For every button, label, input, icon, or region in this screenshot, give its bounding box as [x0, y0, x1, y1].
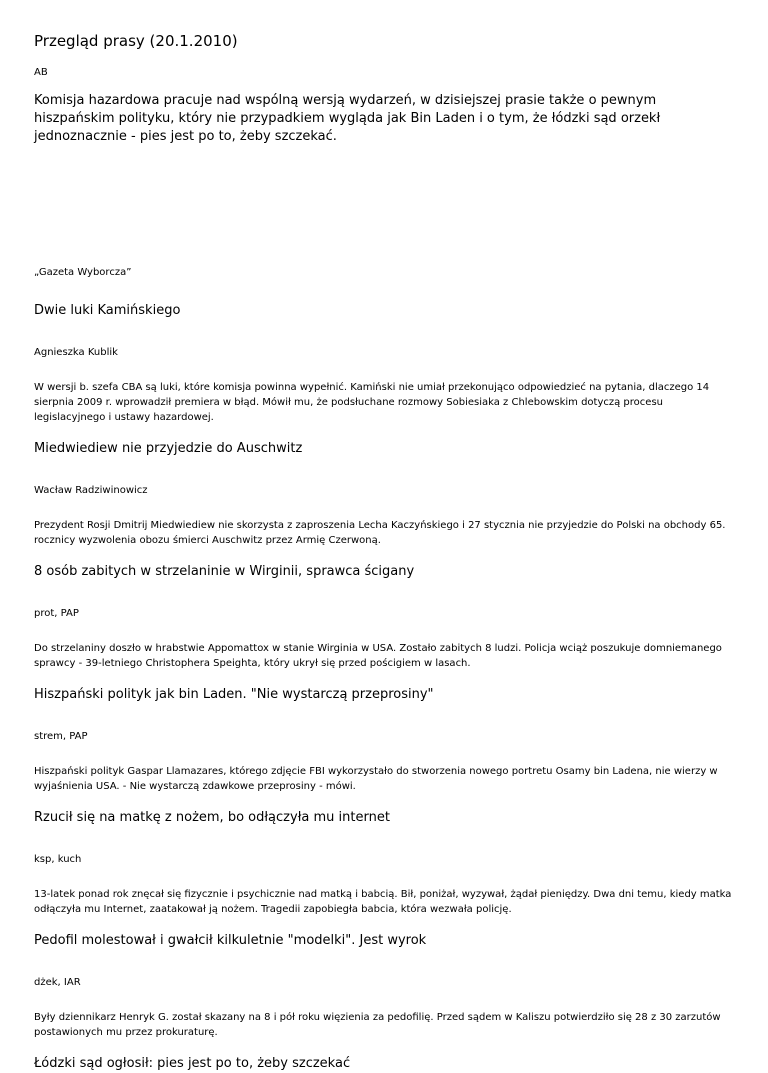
article-title: Dwie luki Kamińskiego [34, 303, 181, 318]
article-title: Łódzki sąd ogłosił: pies jest po to, żeby szczekać [34, 1056, 351, 1071]
article-text: 13-latek ponad rok znęcał się fizycznie i psychicznie nad matką i babcią. Bił, poniżał, wyzywał, żądał pieniędzy. Dwa dni temu, kiedy matka odłączyła mu Internet, zaatakował ją nożem. Tragedii zapobiegła babcia, która wezwała policję. [34, 889, 732, 915]
page-author: AB [34, 67, 48, 78]
article-text: Prezydent Rosji Dmitrij Miedwiediew nie skorzysta z zaproszenia Lecha Kaczyńskiego i 27 stycznia nie przyjedzie do Polski na obchody 65. rocznicy wyzwolenia obozu śmierci Auschwitz przez Armię Czerwoną. [34, 520, 726, 546]
article-author: strem, PAP [34, 731, 88, 742]
article-title: Miedwiediew nie przyjedzie do Auschwitz [34, 441, 303, 456]
article-5 [34, 809, 734, 917]
article-4 [34, 686, 734, 794]
article-title: Hiszpański polityk jak bin Laden. "Nie wystarczą przeprosiny" [34, 687, 434, 702]
article-1 [34, 302, 734, 425]
source-name: „Gazeta Wyborcza” [34, 267, 132, 278]
article-title: 8 osób zabitych w strzelaninie w Wirginii, sprawca ścigany [34, 564, 415, 579]
article-title: Pedofil molestował i gwałcił kilkuletnie "modelki". Jest wyrok [34, 933, 427, 948]
lead-paragraph: Komisja hazardowa pracuje nad wspólną wersją wydarzeń, w dzisiejszej prasie także o pewnym hiszpańskim polityku, który nie przypadkiem wygląda jak Bin Laden i o tym, że łódzki sąd orzekł jednoznacznie - pies jest po to, żeby szczekać. [34, 93, 661, 144]
article-author: prot, PAP [34, 608, 79, 619]
article-3 [34, 563, 734, 671]
document-page [34, 30, 734, 1073]
article-author: ksp, kuch [34, 854, 82, 865]
page-title: Przegląd prasy (20.1.2010) [34, 32, 238, 50]
article-text: Były dziennikarz Henryk G. został skazany na 8 i pół roku więzienia za pedofilię. Przed sądem w Kaliszu potwierdziło się 28 z 30 zarzutów postawionych mu przez prokuraturę. [34, 1012, 721, 1038]
article-title: Rzucił się na matkę z nożem, bo odłączyła mu internet [34, 810, 390, 825]
article-2 [34, 440, 734, 548]
article-text: Hiszpański polityk Gaspar Llamazares, którego zdjęcie FBI wykorzystało do stworzenia nowego portretu Osamy bin Ladena, nie wierzy w wyjaśnienia USA. - Nie wystarczą zdawkowe przeprosiny - mówi. [34, 766, 718, 792]
article-author: Wacław Radziwinowicz [34, 485, 148, 496]
article-6 [34, 932, 734, 1040]
article-author: dżek, IAR [34, 977, 81, 988]
article-author: Agnieszka Kublik [34, 347, 118, 358]
article-text: Do strzelaniny doszło w hrabstwie Appomattox w stanie Wirginia w USA. Zostało zabitych 8 ludzi. Policja wciąż poszukuje domniemanego sprawcy - 39-letniego Christophera Speighta, który ukrył się przed pościgiem w lasach. [34, 643, 722, 669]
article-7 [34, 1055, 734, 1073]
article-text: W wersji b. szefa CBA są luki, które komisja powinna wypełnić. Kamiński nie umiał przekonująco odpowiedzieć na pytania, dlaczego 14 sierpnia 2009 r. wprowadził premiera w błąd. Mówił mu, że podsłuchane rozmowy Sobiesiaka z Chlebowskim dotyczą procesu legislacyjnego i ustawy hazardowej. [34, 382, 710, 423]
